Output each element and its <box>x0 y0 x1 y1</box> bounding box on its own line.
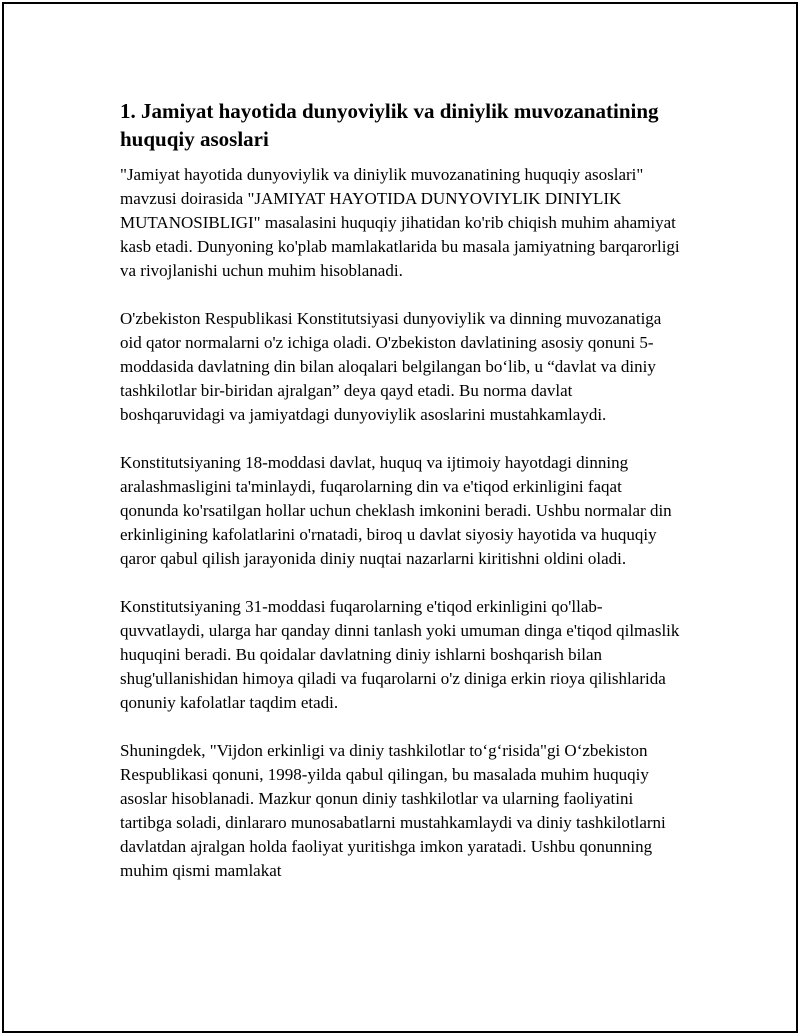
paragraph-constitution-article-18: Konstitutsiyaning 18-moddasi davlat, huquq va ijtimoiy hayotdagi dinning aralashmasligini ta'minlaydi, fuqarolarning din va e'tiqod erkinligini faqat qonunda ko'rsatilgan hollar uchun cheklash imkonini beradi. Ushbu normalar din erkinligining kafolatlarini o'rnatadi, biroq u davlat siyosiy hayotida va huquqiy qaror qabul qilish jarayonida diniy nuqtai nazarlarni kiritishni oldini oladi. <box>120 453 672 568</box>
paragraph-constitution-article-5: O'zbekiston Respublikasi Konstitutsiyasi dunyoviylik va dinning muvozanatiga oid qator normalarni o'z ichiga oladi. O'zbekiston davlatining asosiy qonuni 5-moddasida davlatning din bilan aloqalari belgilangan bo‘lib, u “davlat va diniy tashkilotlar bir-biridan ajralgan” deya qayd etadi. Bu norma davlat boshqaruvidagi va jamiyatdagi dunyoviylik asoslarini mustahkamlaydi. <box>120 309 662 424</box>
document-body <box>120 97 680 907</box>
page-frame <box>2 2 798 1033</box>
section-heading: 1. Jamiyat hayotida dunyoviylik va diniylik muvozanatining huquqiy asoslari <box>120 99 659 151</box>
paragraph-constitution-article-31: Konstitutsiyaning 31-moddasi fuqarolarning e'tiqod erkinligini qo'llab-quvvatlaydi, ularga har qanday dinni tanlash yoki umuman dinga e'tiqod qilmaslik huquqini beradi. Bu qoidalar davlatning diniy ishlarni boshqarish bilan shug'ullanishidan himoya qiladi va fuqarolarni o'z diniga erkin rioya qilishlarida qonuniy kafolatlar taqdim etadi. <box>120 597 680 712</box>
paragraph-freedom-of-conscience-law: Shuningdek, "Vijdon erkinligi va diniy tashkilotlar to‘g‘risida"gi O‘zbekiston Respublikasi qonuni, 1998-yilda qabul qilingan, bu masalada muhim huquqiy asoslar hisoblanadi. Mazkur qonun diniy tashkilotlar va ularning faoliyatini tartibga soladi, dinlararo munosabatlarni mustahkamlaydi va diniy tashkilotlarni davlatdan ajralgan holda faoliyat yuritishga imkon yaratadi. Ushbu qonunning muhim qismi mamlakat <box>120 741 666 880</box>
paragraph-intro: "Jamiyat hayotida dunyoviylik va diniylik muvozanatining huquqiy asoslari" mavzusi doirasida "JAMIYAT HAYOTIDA DUNYOVIYLIK DINIYLIK MUTANOSIBLIGI" masalasini huquqiy jihatidan ko'rib chiqish muhim ahamiyat kasb etadi. Dunyoning ko'plab mamlakatlarida bu masala jamiyatning barqarorligi va rivojlanishi uchun muhim hisoblanadi. <box>120 165 680 280</box>
